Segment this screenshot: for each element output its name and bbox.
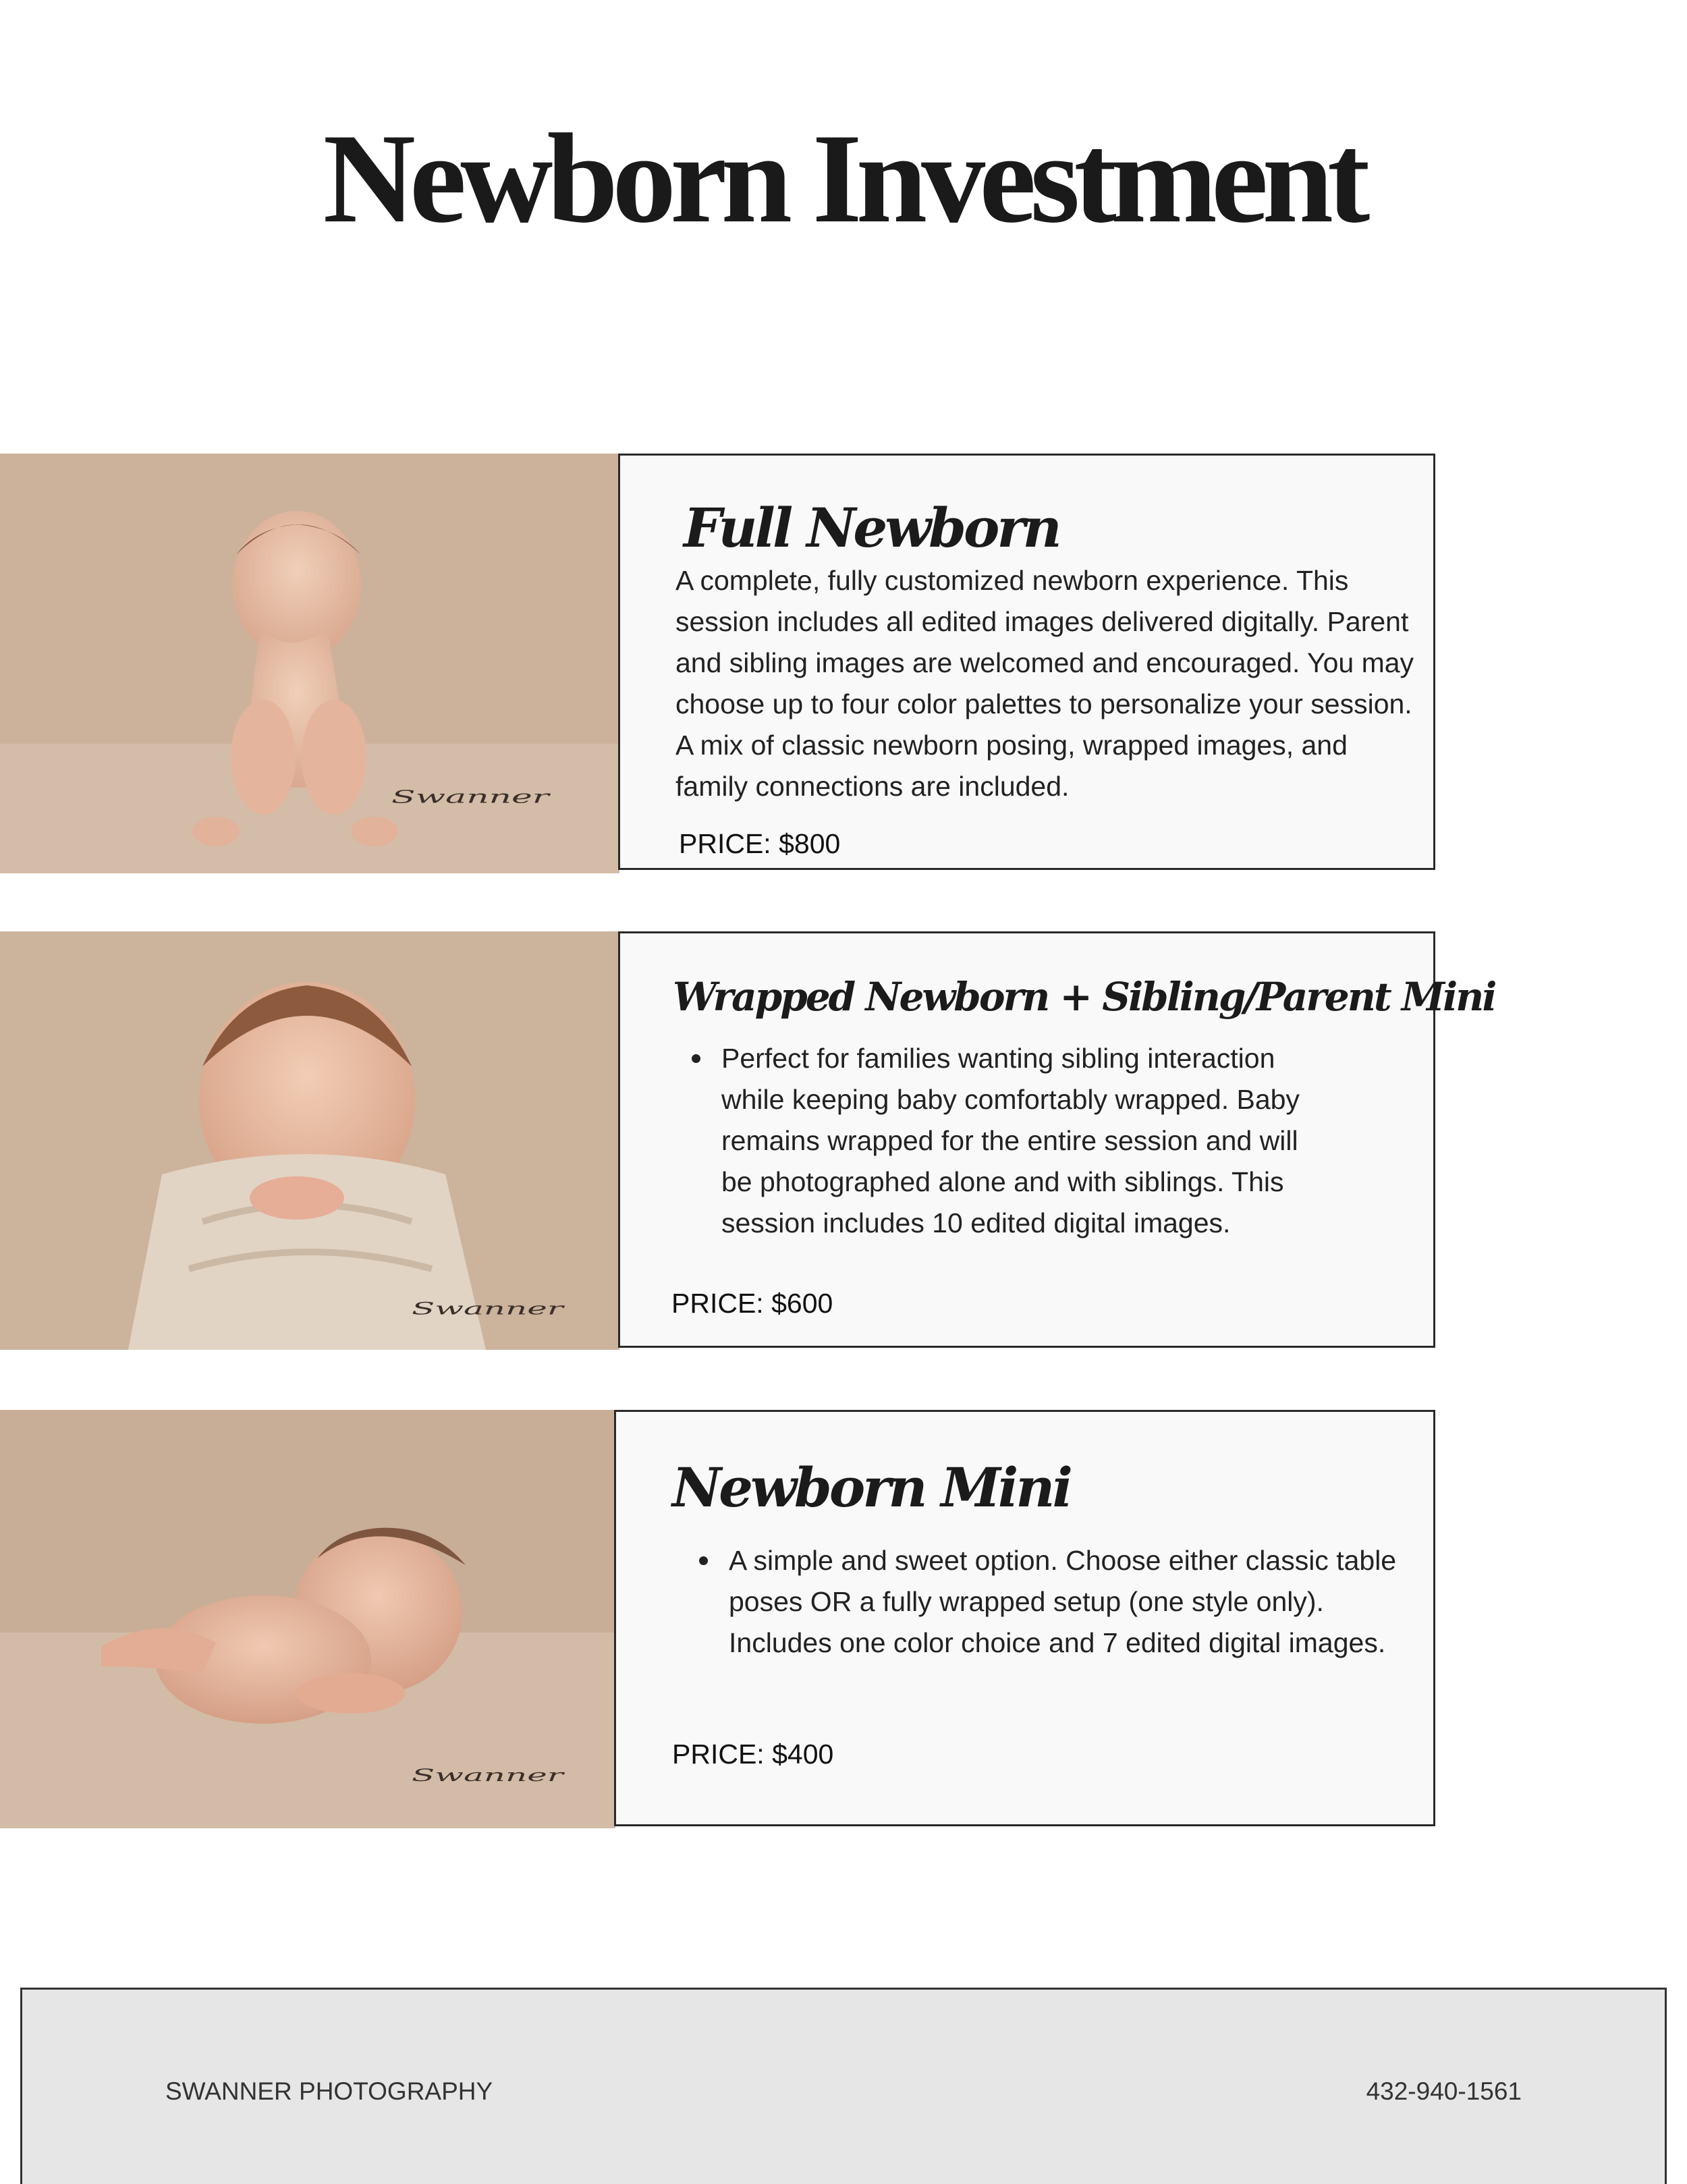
bullet-marker xyxy=(692,1054,700,1063)
footer xyxy=(20,1988,1667,2184)
package-photo-wrapped-newborn xyxy=(0,931,619,1350)
watermark-signature: Swanner xyxy=(391,786,549,807)
watermark-signature: Swanner xyxy=(412,1766,563,1786)
package-card-wrapped-newborn xyxy=(618,931,1495,1348)
package-price: PRICE: $400 xyxy=(672,1739,834,1770)
package-title: Wrapped Newborn + Sibling/Parent Mini xyxy=(673,974,1495,1020)
package-bullet: A simple and sweet option. Choose either classic table poses OR a fully wrapped setup (one style only). Includes one color choice and 7 edited digital images. xyxy=(729,1540,1417,1664)
footer-brand: SWANNER PHOTOGRAPHY xyxy=(165,2077,493,2105)
package-title: Full Newborn xyxy=(684,496,1059,559)
package-price: PRICE: $600 xyxy=(671,1288,833,1319)
package-description: A complete, fully customized newborn experience. This session includes all edited images delivered digitally. Parent and sibling images are welcomed and encouraged. You may choose up to four color palettes to personalize your session. A mix of classic newborn posing, wrapped images, and family connections are included. xyxy=(675,565,1414,802)
bullet-marker xyxy=(699,1556,708,1565)
package-bullet: Perfect for families wanting sibling interaction while keeping baby comfortably wrapped. Baby remains wrapped for the entire session and will be photographed alone and with siblings. This session includes 10 edited digital images. xyxy=(721,1038,1302,1244)
package-price: PRICE: $800 xyxy=(679,828,841,859)
watermark-signature: Swanner xyxy=(412,1299,563,1319)
package-photo-full-newborn xyxy=(0,454,619,873)
package-card-newborn-mini xyxy=(614,1410,1435,1826)
package-photo-newborn-mini xyxy=(0,1410,615,1828)
package-title: Newborn Mini xyxy=(672,1456,1070,1519)
footer-phone: 432-940-1561 xyxy=(1366,2077,1522,2105)
page-title: Newborn Investment xyxy=(323,108,1364,250)
package-card-full-newborn xyxy=(618,454,1435,870)
